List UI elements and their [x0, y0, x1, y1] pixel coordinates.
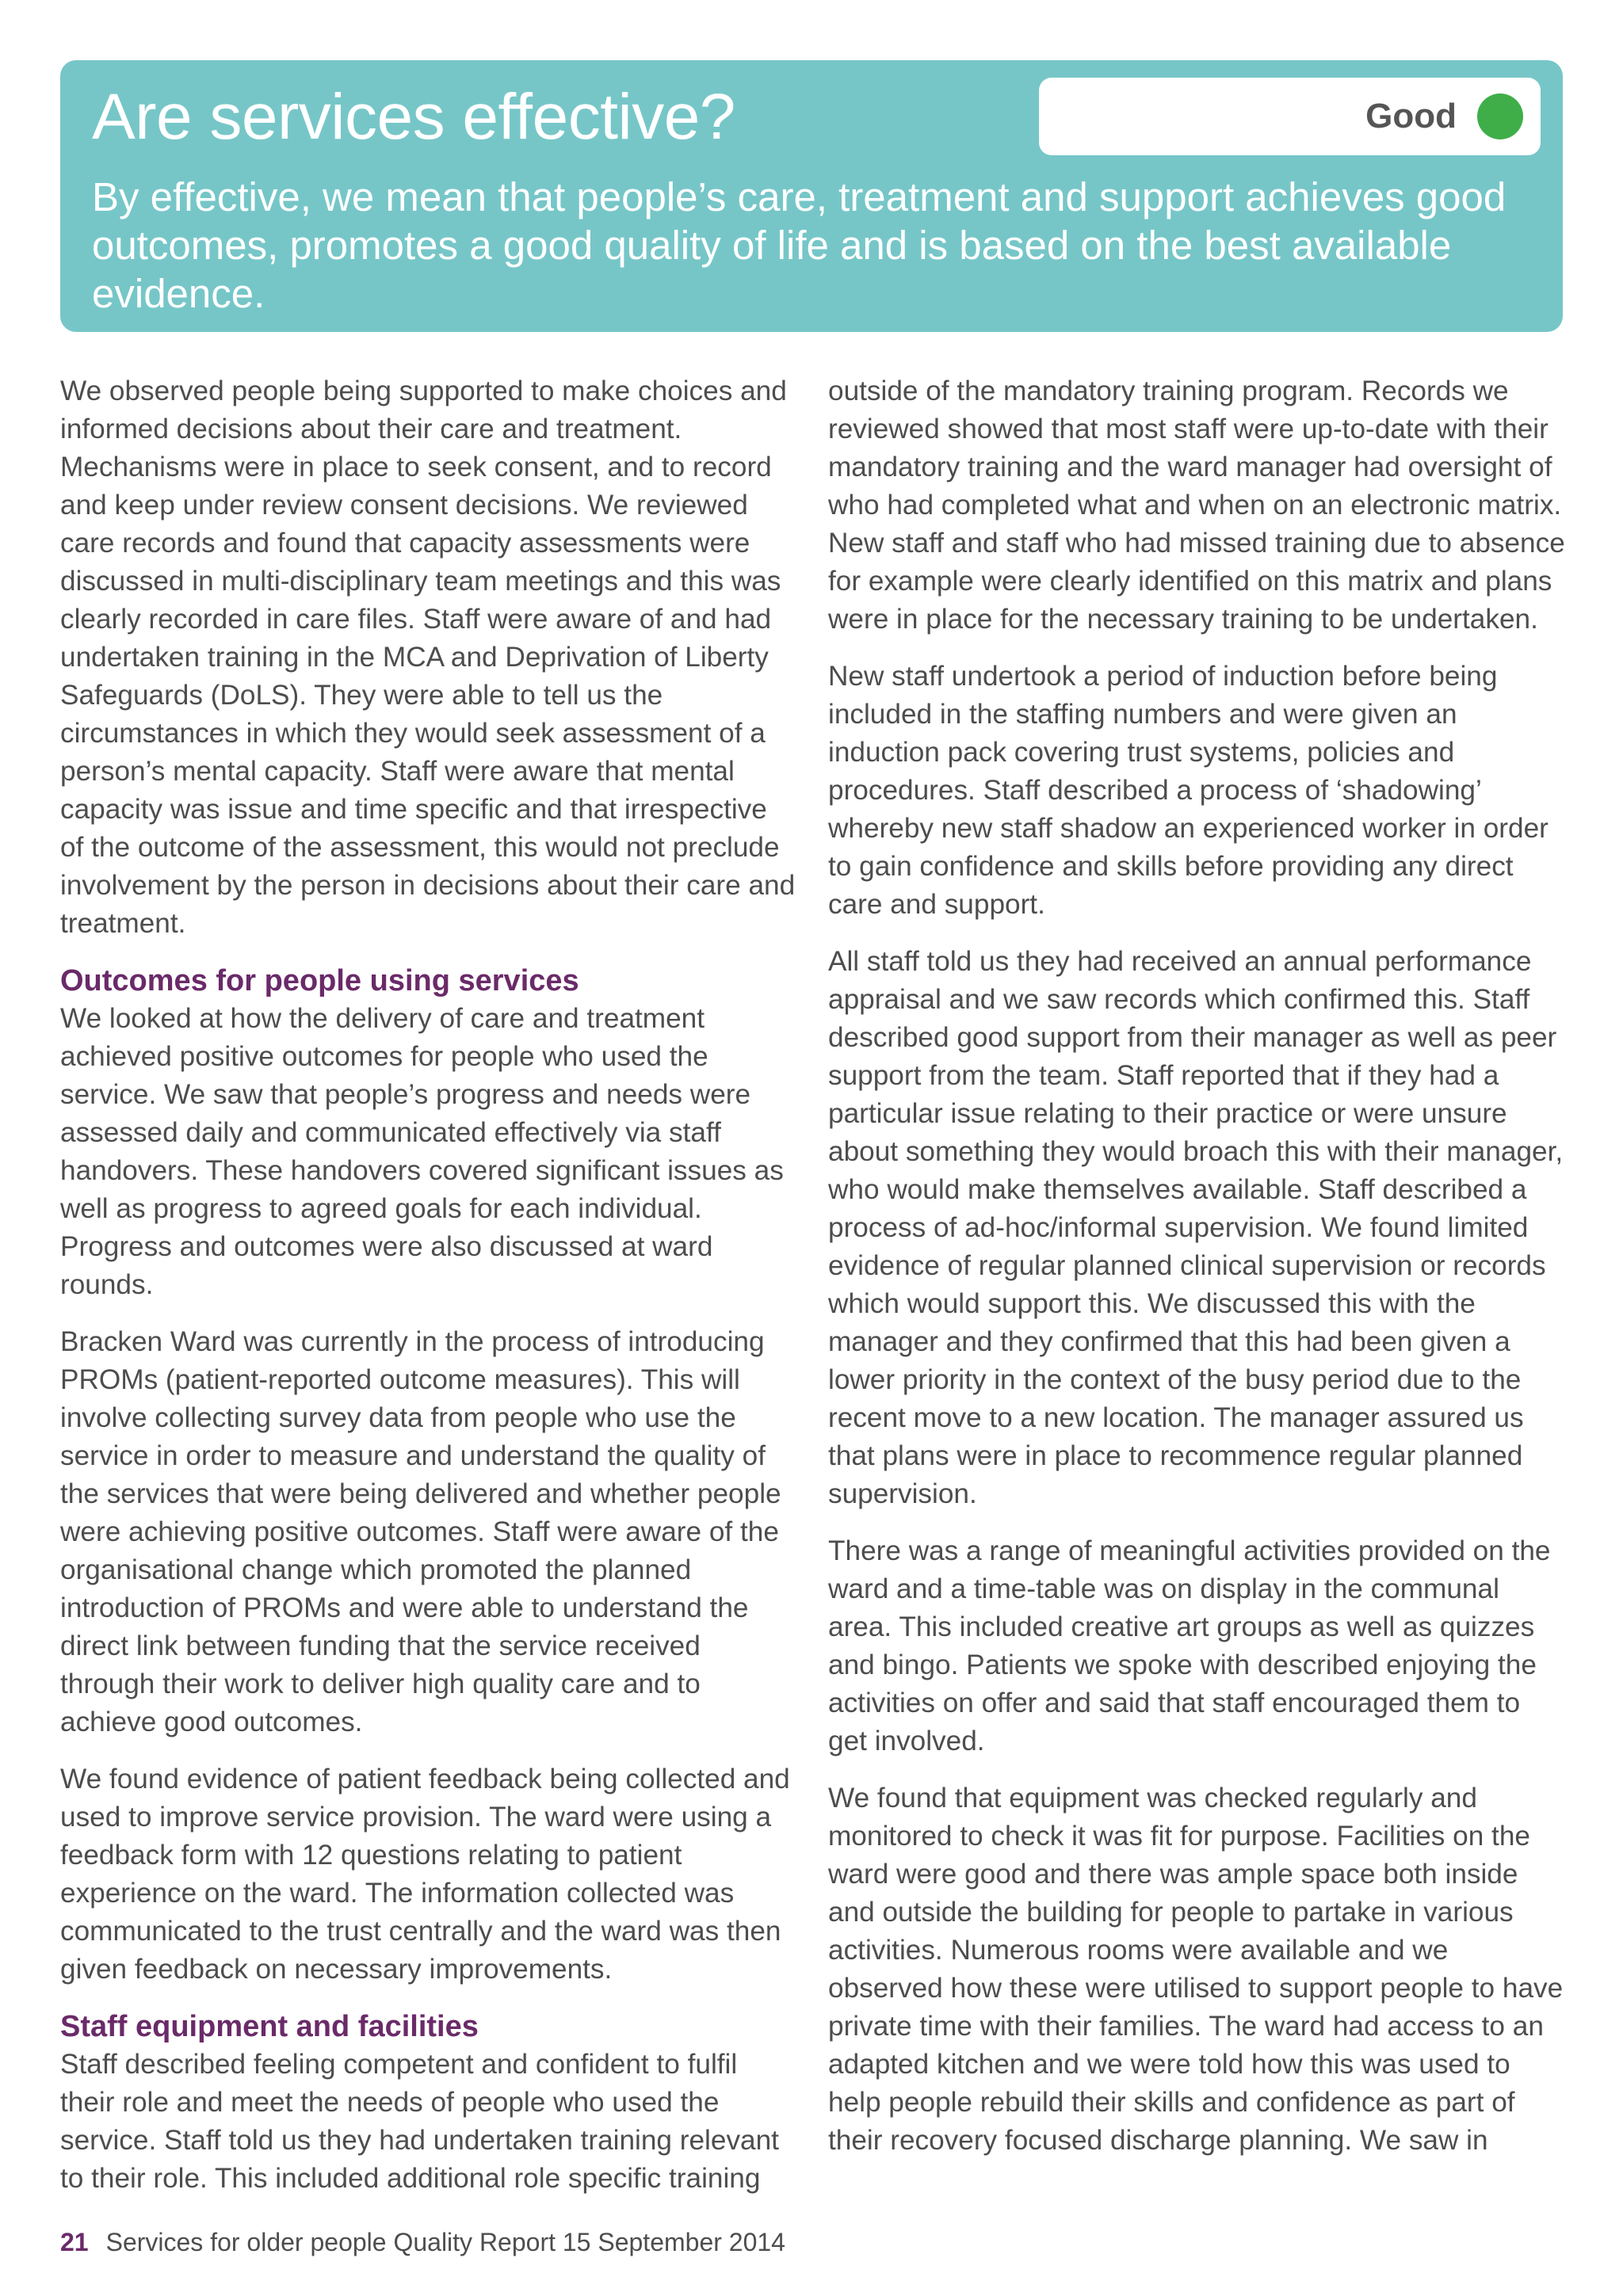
rating-dot-icon	[1477, 93, 1523, 139]
paragraph: All staff told us they had received an annual performance appraisal and we saw records which confirmed this. Staff described good support from their manager as well as peer support from the team. Staff reported that if they had a particular issue relating to their practice or were unsure about something they would broach this with their manager, who would make themselves available. Staff described a process of ad-hoc/informal supervision. We found limited evidence of regular planned clinical supervision or records which would support this. We discussed this with the manager and they confirmed that this had been given a lower priority in the context of the busy period due to the recent move to a new location. The manager assured us that plans were in place to recommence regular planned supervision.	[828, 946, 1564, 1509]
footer-text: Services for older people Quality Report 15 September 2014	[105, 2228, 785, 2256]
paragraph: New staff undertook a period of induction before being included in the staffing numbers and were given an induction pack covering trust systems, policies and procedures. Staff described a process of ‘shadowing’ whereby new staff shadow an experienced worker in order to gain confidence and skills before providing any direct care and support.	[828, 661, 1549, 920]
page-footer	[60, 2226, 785, 2258]
paragraph: We observed people being supported to make choices and informed decisions about their care and treatment. Mechanisms were in place to seek consent, and to record and keep under review consent decisions. We reviewed care records and found that capacity assessments were discussed in multi-disciplinary team meetings and this was clearly recorded in care files. Staff were aware of and had undertaken training in the MCA and Deprivation of Liberty Safeguards (DoLS). They were able to tell us the circumstances in which they would seek assessment of a person’s mental capacity. Staff were aware that mental capacity was issue and time specific and that irrespective of the outcome of the assessment, this would not preclude involvement by the person in decisions about their care and treatment.	[60, 376, 796, 939]
right-column	[828, 372, 1565, 2179]
subheading-outcomes: Outcomes for people using services	[60, 964, 579, 997]
paragraph: Bracken Ward was currently in the process of introducing PROMs (patient-reported outcome measures). This will involve collecting survey data from people who use the service in order to measure and understand the quality of the services that were being delivered and whether people were achieving positive outcomes. Staff were aware of the organisational change which promoted the planned introduction of PROMs and were able to understand the direct link between funding that the service received through their work to deliver high quality care and to achieve good outcomes.	[60, 1326, 781, 1737]
paragraph: We looked at how the delivery of care and treatment achieved positive outcomes for people who used the service. We saw that people’s progress and needs were assessed daily and communicated effectively via staff handovers. These handovers covered significant issues as well as progress to agreed goals for each individual. Progress and outcomes were also discussed at ward rounds.	[60, 1003, 784, 1300]
paragraph: We found that equipment was checked regularly and monitored to check it was fit for purpose. Facilities on the ward were good and there was ample space both inside and outside the building for people to partake in various activities. Numerous rooms were available and we observed how these were utilised to support people to have private time with their families. The ward had access to an adapted kitchen and we were told how this was used to help people rebuild their skills and confidence as part of their recovery focused discharge planning. We saw in	[828, 1783, 1564, 2156]
rating-badge	[1039, 78, 1541, 155]
paragraph: outside of the mandatory training program. Records we reviewed showed that most staff were up-to-date with their mandatory training and the ward manager had oversight of who had completed what and when on an electronic matrix. New staff and staff who had missed training due to absence for example were clearly identified on this matrix and plans were in place for the necessary training to be undertaken.	[828, 376, 1565, 635]
rating-label: Good	[1365, 97, 1457, 135]
paragraph: We found evidence of patient feedback being collected and used to improve service provision. The ward were using a feedback form with 12 questions relating to patient experience on the ward. The information collected was communicated to the trust centrally and the ward was then given feedback on necessary improvements.	[60, 1764, 790, 1985]
page-number: 21	[60, 2228, 89, 2256]
section-title: Are services effective?	[92, 81, 735, 153]
subheading-staff-equipment: Staff equipment and facilities	[60, 2010, 479, 2043]
paragraph: Staff described feeling competent and confident to fulfil their role and meet the needs of people who used the service. Staff told us they had undertaken training relevant to their role. This included additional role specific training	[60, 2049, 779, 2194]
section-definition: By effective, we mean that people’s care, treatment and support achieves good outcomes, promotes a good quality of life and is based on the best available evidence.	[92, 174, 1507, 316]
paragraph: There was a range of meaningful activities provided on the ward and a time-table was on display in the communal area. This included creative art groups as well as quizzes and bingo. Patients we spoke with described enjoying the activities on offer and said that staff encouraged them to get involved.	[828, 1535, 1551, 1756]
left-column	[60, 372, 797, 2217]
